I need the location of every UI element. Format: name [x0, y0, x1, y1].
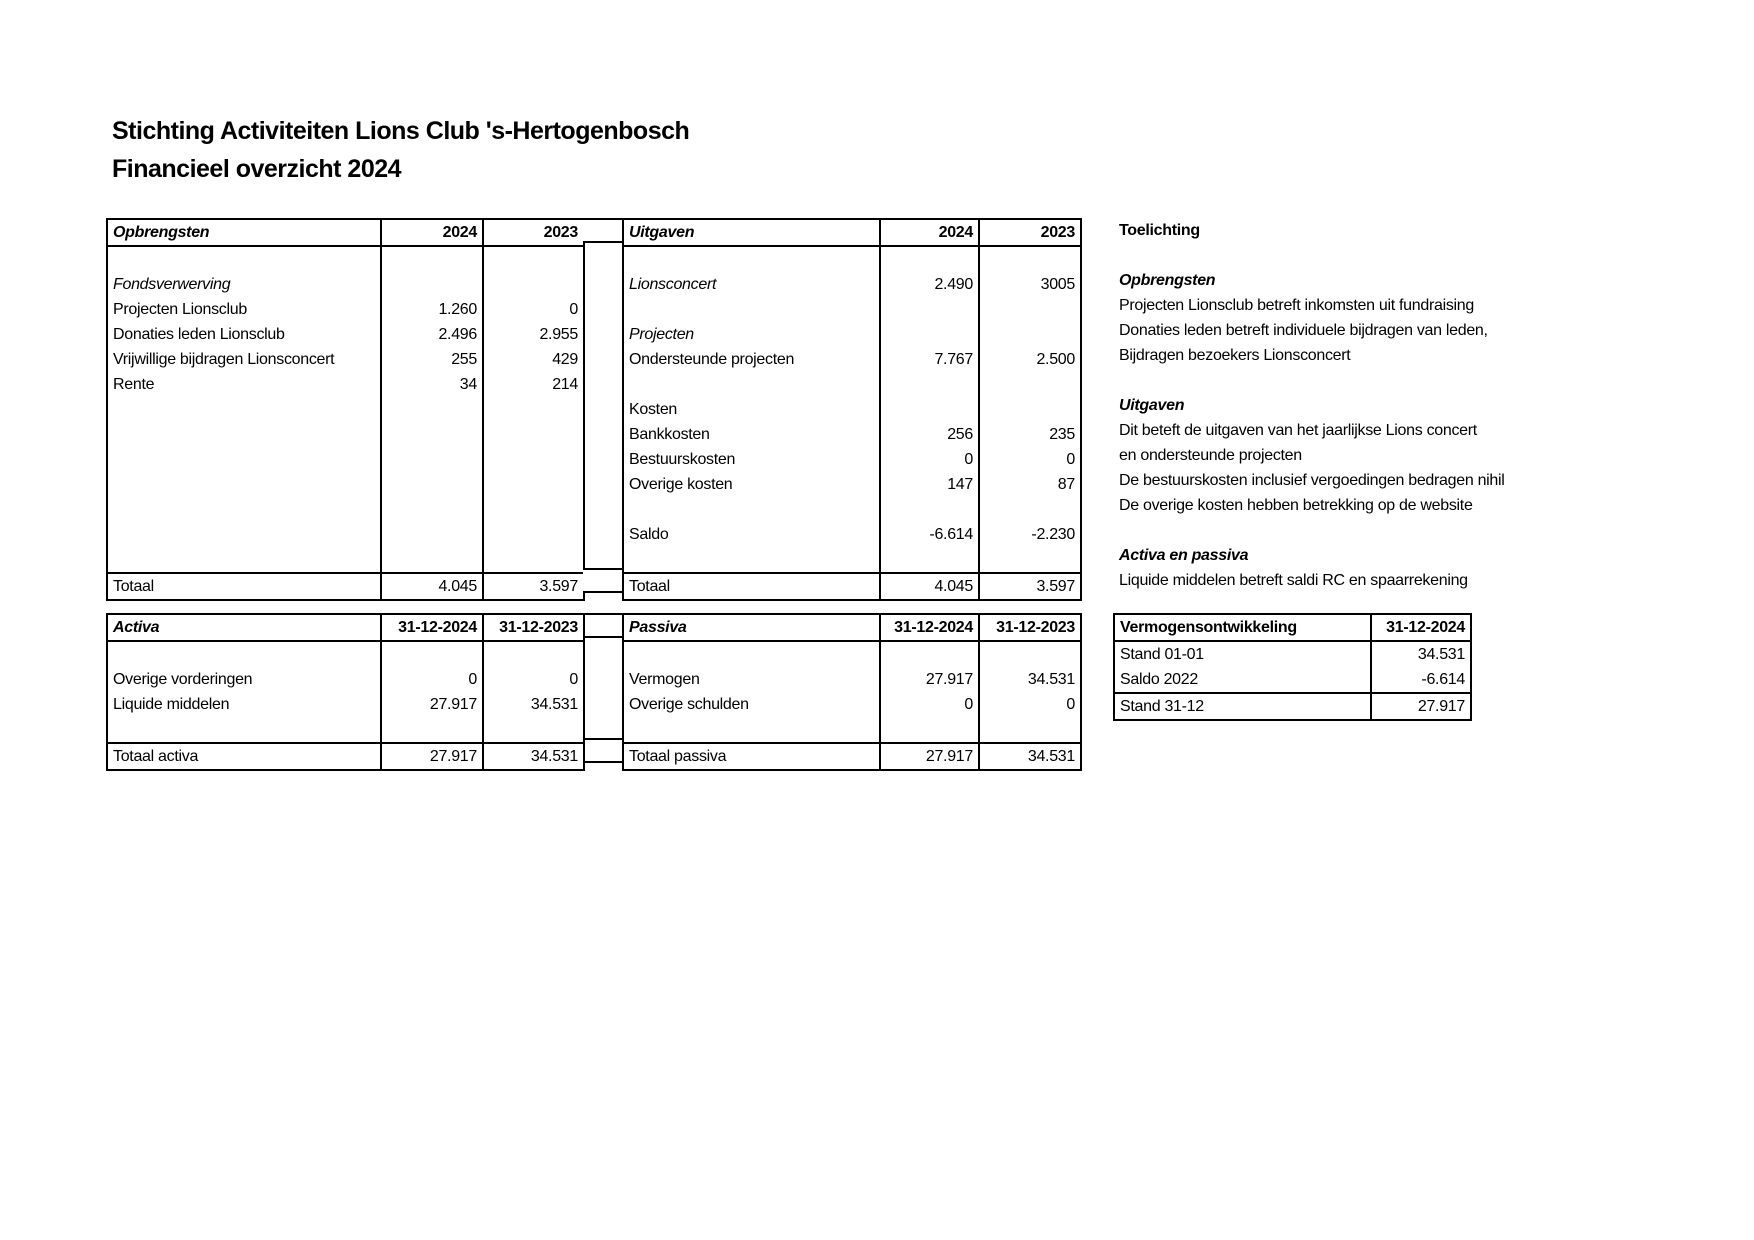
cell-value	[979, 246, 1081, 272]
cell-label	[107, 422, 381, 447]
toelichting-line: Bijdragen bezoekers Lionsconcert	[1119, 347, 1351, 364]
cell-value	[979, 497, 1081, 522]
cell-label: Ondersteunde projecten	[623, 347, 880, 372]
cell-label: Stand 01-01	[1114, 641, 1371, 667]
cell-value: 27.917	[381, 743, 483, 770]
table-row	[107, 497, 584, 522]
cell-value: 255	[381, 347, 483, 372]
table-title: Passiva	[623, 614, 880, 641]
cell-value	[880, 641, 979, 667]
table-row	[107, 472, 584, 497]
total-row	[623, 573, 1081, 600]
cell-value: 147	[880, 472, 979, 497]
col-31-12-2024: 31-12-2024	[381, 614, 483, 641]
toelichting-line: Donaties leden betreft individuele bijdragen van leden,	[1119, 322, 1488, 339]
cell-value: 2.500	[979, 347, 1081, 372]
col-2023: 2023	[979, 219, 1081, 246]
cell-label: Totaal	[623, 573, 880, 600]
cell-label	[107, 717, 381, 743]
toelichting-line	[1119, 368, 1505, 393]
table-row	[623, 522, 1081, 547]
table-row	[107, 397, 584, 422]
total-row	[623, 743, 1081, 770]
table-row	[623, 472, 1081, 497]
document-header	[112, 112, 689, 188]
cell-value: 34.531	[483, 743, 584, 770]
toelichting-line: Dit beteft de uitgaven van het jaarlijkse Lions concert	[1119, 422, 1477, 439]
toelichting-line: Liquide middelen betreft saldi RC en spaarrekening	[1119, 572, 1468, 589]
cell-value	[483, 272, 584, 297]
table-row	[107, 522, 584, 547]
total-row	[107, 573, 584, 600]
cell-value	[483, 641, 584, 667]
cell-label: Bestuurskosten	[623, 447, 880, 472]
cell-value: 2.496	[381, 322, 483, 347]
cell-label	[107, 641, 381, 667]
cell-value: 256	[880, 422, 979, 447]
cell-value	[381, 422, 483, 447]
toelichting-line	[1119, 518, 1505, 543]
cell-value: 27.917	[880, 667, 979, 692]
table-header-row	[107, 614, 584, 641]
table-row	[107, 347, 584, 372]
col-2023: 2023	[483, 219, 584, 246]
total-row	[107, 743, 584, 770]
table-row	[623, 692, 1081, 717]
toelichting-line: De overige kosten hebben betrekking op de website	[1119, 497, 1473, 514]
cell-value	[979, 547, 1081, 573]
table-title: Vermogensontwikkeling	[1114, 614, 1371, 641]
cell-label: Saldo	[623, 522, 880, 547]
cell-value	[381, 272, 483, 297]
cell-value: 0	[880, 447, 979, 472]
table-row	[623, 246, 1081, 272]
table-header-row	[107, 219, 584, 246]
cell-label: Totaal passiva	[623, 743, 880, 770]
table-row	[623, 667, 1081, 692]
cell-value	[880, 497, 979, 522]
cell-value	[880, 297, 979, 322]
table-row	[107, 447, 584, 472]
cell-value: -6.614	[880, 522, 979, 547]
table-row	[107, 272, 584, 297]
cell-value: 34.531	[483, 692, 584, 717]
table-row	[623, 447, 1081, 472]
cell-value: 4.045	[880, 573, 979, 600]
spacer-cell	[583, 613, 622, 638]
cell-value	[483, 497, 584, 522]
cell-label: Stand 31-12	[1114, 693, 1371, 720]
passiva-table	[622, 613, 1082, 771]
cell-value	[483, 522, 584, 547]
table-row	[623, 397, 1081, 422]
cell-label: Saldo 2022	[1114, 667, 1371, 693]
cell-value: 27.917	[1371, 693, 1471, 720]
cell-label	[107, 246, 381, 272]
cell-value	[381, 641, 483, 667]
cell-value: 27.917	[381, 692, 483, 717]
table-row	[107, 322, 584, 347]
cell-value	[979, 297, 1081, 322]
table-row	[107, 372, 584, 397]
cell-value: 34	[381, 372, 483, 397]
cell-value	[979, 397, 1081, 422]
cell-value: 3.597	[483, 573, 584, 600]
cell-label: Projecten Lionsclub	[107, 297, 381, 322]
cell-label	[623, 246, 880, 272]
spacer-cell	[583, 568, 622, 593]
table-row	[107, 667, 584, 692]
cell-label: Donaties leden Lionsclub	[107, 322, 381, 347]
cell-value: 34.531	[979, 743, 1081, 770]
col-31-12-2023: 31-12-2023	[979, 614, 1081, 641]
cell-label	[623, 717, 880, 743]
cell-label: Totaal	[107, 573, 381, 600]
cell-value	[979, 372, 1081, 397]
cell-label	[107, 547, 381, 573]
cell-value: 235	[979, 422, 1081, 447]
cell-label: Totaal activa	[107, 743, 381, 770]
table-row	[107, 422, 584, 447]
table-row	[623, 372, 1081, 397]
cell-value: -6.614	[1371, 667, 1471, 693]
table-row	[623, 547, 1081, 573]
col-31-12-2024: 31-12-2024	[1371, 614, 1471, 641]
cell-label	[623, 297, 880, 322]
cell-value	[381, 547, 483, 573]
cell-label	[107, 397, 381, 422]
cell-label	[623, 547, 880, 573]
cell-value	[381, 397, 483, 422]
vermogensontwikkeling-table	[1113, 613, 1472, 721]
cell-value: 0	[979, 692, 1081, 717]
cell-value: 27.917	[880, 743, 979, 770]
cell-value	[880, 372, 979, 397]
table-row	[107, 717, 584, 743]
cell-value: 3.597	[979, 573, 1081, 600]
cell-label: Liquide middelen	[107, 692, 381, 717]
toelichting-subheading-activa-passiva: Activa en passiva	[1119, 547, 1249, 564]
toelichting-line: De bestuurskosten inclusief vergoedingen bedragen nihil	[1119, 472, 1505, 489]
table-header-row	[623, 614, 1081, 641]
cell-label	[107, 497, 381, 522]
table-row	[623, 497, 1081, 522]
cell-label: Rente	[107, 372, 381, 397]
table-row	[623, 272, 1081, 297]
cell-label	[107, 522, 381, 547]
spacer-cell	[583, 738, 622, 763]
uitgaven-table	[622, 218, 1082, 601]
cell-value: 2.955	[483, 322, 584, 347]
table-row	[623, 347, 1081, 372]
cell-label: Lionsconcert	[623, 272, 880, 297]
cell-value: 0	[979, 447, 1081, 472]
cell-label	[107, 472, 381, 497]
table-row	[623, 717, 1081, 743]
cell-value: 3005	[979, 272, 1081, 297]
cell-value	[880, 246, 979, 272]
table-header-row	[623, 219, 1081, 246]
col-31-12-2023: 31-12-2023	[483, 614, 584, 641]
page-subtitle: Financieel overzicht 2024	[112, 155, 402, 183]
activa-table	[106, 613, 585, 771]
cell-value	[483, 472, 584, 497]
toelichting-subheading-uitgaven: Uitgaven	[1119, 397, 1185, 414]
table-row	[1114, 641, 1471, 667]
cell-value: 7.767	[880, 347, 979, 372]
cell-value	[381, 246, 483, 272]
table-row	[107, 641, 584, 667]
table-row	[107, 692, 584, 717]
cell-value	[483, 397, 584, 422]
col-31-12-2024: 31-12-2024	[880, 614, 979, 641]
table-row	[623, 641, 1081, 667]
cell-label: Fondsverwerving	[107, 272, 381, 297]
table-row	[623, 322, 1081, 347]
cell-value	[483, 447, 584, 472]
cell-label	[623, 497, 880, 522]
opbrengsten-table	[106, 218, 585, 601]
page-title: Stichting Activiteiten Lions Club 's-Hertogenbosch	[112, 117, 690, 145]
cell-label	[107, 447, 381, 472]
cell-value	[880, 322, 979, 347]
cell-label: Vermogen	[623, 667, 880, 692]
cell-value	[381, 497, 483, 522]
cell-value	[979, 641, 1081, 667]
table-row	[623, 297, 1081, 322]
cell-label: Overige kosten	[623, 472, 880, 497]
cell-value: 0	[381, 667, 483, 692]
cell-value: 0	[483, 297, 584, 322]
cell-value: 4.045	[381, 573, 483, 600]
col-2024: 2024	[880, 219, 979, 246]
cell-value: 0	[483, 667, 584, 692]
toelichting-section	[1119, 218, 1505, 593]
cell-value: -2.230	[979, 522, 1081, 547]
toelichting-line	[1119, 243, 1505, 268]
cell-value: 87	[979, 472, 1081, 497]
cell-value	[381, 447, 483, 472]
cell-value	[979, 322, 1081, 347]
cell-value: 34.531	[1371, 641, 1471, 667]
cell-value: 1.260	[381, 297, 483, 322]
cell-value	[880, 547, 979, 573]
cell-value: 0	[880, 692, 979, 717]
table-row	[1114, 667, 1471, 693]
cell-value	[483, 547, 584, 573]
toelichting-line: en ondersteunde projecten	[1119, 447, 1302, 464]
table-row	[107, 297, 584, 322]
table-row	[107, 547, 584, 573]
toelichting-line: Projecten Lionsclub betreft inkomsten uit fundraising	[1119, 297, 1474, 314]
cell-value: 429	[483, 347, 584, 372]
cell-label: Kosten	[623, 397, 880, 422]
cell-label: Overige vorderingen	[107, 667, 381, 692]
cell-value	[381, 472, 483, 497]
spacer-cell	[583, 218, 622, 243]
toelichting-subheading-opbrengsten: Opbrengsten	[1119, 272, 1216, 289]
cell-value: 34.531	[979, 667, 1081, 692]
table-title: Uitgaven	[623, 219, 880, 246]
cell-value: 214	[483, 372, 584, 397]
cell-label: Bankkosten	[623, 422, 880, 447]
cell-label: Projecten	[623, 322, 880, 347]
cell-value	[979, 717, 1081, 743]
table-row	[623, 422, 1081, 447]
table-title: Opbrengsten	[107, 219, 381, 246]
col-2024: 2024	[381, 219, 483, 246]
cell-label	[623, 372, 880, 397]
cell-label: Vrijwillige bijdragen Lionsconcert	[107, 347, 381, 372]
table-row	[107, 246, 584, 272]
cell-value	[483, 246, 584, 272]
total-row	[1114, 693, 1471, 720]
cell-value	[880, 397, 979, 422]
table-header-row	[1114, 614, 1471, 641]
cell-label	[623, 641, 880, 667]
cell-value	[381, 522, 483, 547]
table-title: Activa	[107, 614, 381, 641]
cell-value: 2.490	[880, 272, 979, 297]
cell-value	[483, 422, 584, 447]
cell-value	[880, 717, 979, 743]
cell-value	[483, 717, 584, 743]
cell-value	[381, 717, 483, 743]
toelichting-heading: Toelichting	[1119, 222, 1200, 239]
cell-label: Overige schulden	[623, 692, 880, 717]
